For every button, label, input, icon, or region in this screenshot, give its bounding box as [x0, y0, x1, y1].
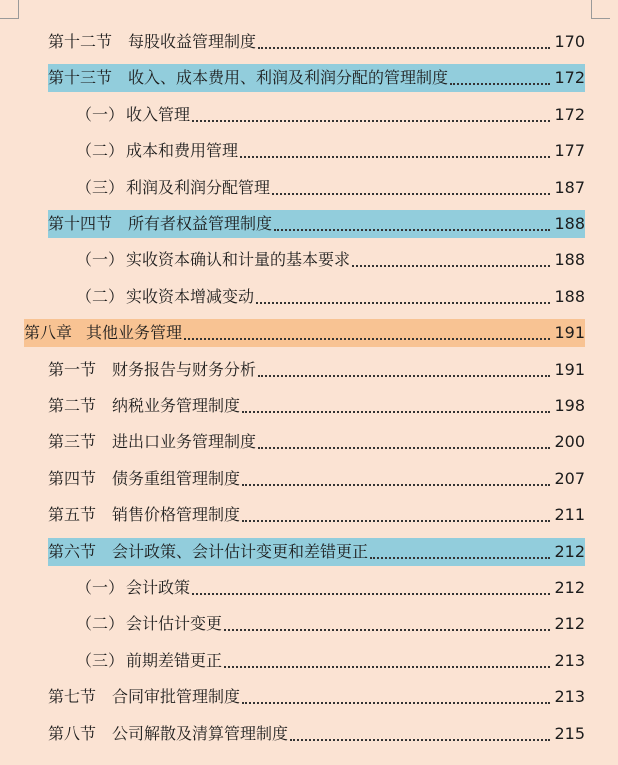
toc-entry[interactable]	[76, 647, 585, 675]
toc-entry-page: 198	[554, 396, 585, 415]
toc-entry-page: 172	[554, 68, 585, 88]
toc-entry-page: 212	[554, 578, 585, 597]
toc-entry-title: 实收资本确认和计量的基本要求	[126, 250, 351, 270]
toc-entry-title: 实收资本增减变动	[126, 286, 255, 306]
toc-entry-title: 收入、成本费用、利润及利润分配的管理制度	[128, 68, 449, 88]
toc-entry-number: （二）	[76, 141, 125, 161]
toc-entry-title: 收入管理	[126, 104, 191, 124]
toc-entry-number: 第十三节	[48, 68, 113, 88]
toc-entry-title: 纳税业务管理制度	[112, 396, 241, 415]
toc-entry-number: （三）	[76, 650, 125, 670]
toc-leader-dots	[450, 81, 550, 85]
toc-entry[interactable]	[48, 465, 585, 493]
toc-leader-dots	[258, 373, 550, 377]
toc-leader-dots	[242, 482, 550, 486]
toc-leader-dots	[242, 409, 550, 413]
toc-entry[interactable]	[76, 174, 585, 202]
toc-entry-title: 会计政策	[126, 578, 191, 597]
toc-entry-title: 利润及利润分配管理	[126, 177, 271, 197]
toc-entry-page: 215	[554, 723, 585, 743]
toc-entry-page: 188	[554, 286, 585, 306]
toc-entry[interactable]	[76, 246, 585, 274]
toc-entry-page: 188	[554, 250, 585, 270]
toc-entry-number: 第二节	[48, 396, 97, 415]
toc-entry-title: 销售价格管理制度	[112, 505, 241, 525]
toc-entry-number: （一）	[76, 104, 125, 124]
toc-entry[interactable]	[48, 64, 585, 92]
toc-entry[interactable]	[76, 101, 585, 129]
toc-entry-number: （一）	[76, 578, 125, 597]
toc-entry-page: 191	[554, 323, 585, 343]
toc-entry-number: 第四节	[48, 468, 97, 488]
toc-entry-title: 其他业务管理	[86, 323, 183, 343]
toc-entry-number: 第八章	[24, 323, 73, 343]
toc-entry-title: 公司解散及清算管理制度	[112, 723, 289, 743]
toc-entry-page: 213	[554, 650, 585, 670]
toc-entry-number: 第三节	[48, 432, 97, 452]
toc-entry-number: 第八节	[48, 723, 97, 743]
toc-leader-dots	[224, 664, 550, 668]
toc-entry-title: 会计估计变更	[126, 614, 223, 634]
toc-entry-number: （二）	[76, 286, 125, 306]
toc-entry-number: 第五节	[48, 505, 97, 525]
toc-leader-dots	[274, 227, 550, 231]
toc-entry[interactable]	[48, 356, 585, 384]
toc-entry[interactable]	[48, 538, 585, 566]
toc-entry-number: （二）	[76, 614, 125, 634]
toc-entry-title: 所有者权益管理制度	[128, 214, 273, 233]
toc-entry-page: 188	[554, 214, 585, 233]
toc-leader-dots	[352, 263, 550, 267]
toc-entry[interactable]	[24, 319, 585, 347]
crop-mark-top-left	[0, 0, 19, 19]
toc-entry[interactable]	[76, 283, 585, 311]
toc-entry-page: 187	[554, 177, 585, 197]
toc-entry-page: 172	[554, 104, 585, 124]
toc-entry[interactable]	[76, 610, 585, 638]
toc-leader-dots	[272, 191, 550, 195]
toc-entry-title: 进出口业务管理制度	[112, 432, 257, 452]
toc-leader-dots	[240, 154, 550, 158]
toc-entry-title: 合同审批管理制度	[112, 687, 241, 707]
toc-leader-dots	[224, 627, 550, 631]
toc-entry-page: 211	[554, 505, 585, 525]
toc-entry[interactable]	[48, 28, 585, 56]
toc-entry-number: 第七节	[48, 687, 97, 707]
toc-entry-title: 财务报告与财务分析	[112, 359, 257, 379]
toc-entry-number: （三）	[76, 177, 125, 197]
crop-mark-top-right	[591, 0, 610, 19]
toc-entry-number: 第一节	[48, 359, 97, 379]
toc-entry-page: 213	[554, 687, 585, 707]
toc-entry-title: 每股收益管理制度	[128, 32, 257, 51]
toc-entry-number: 第十四节	[48, 214, 113, 233]
toc-entry-page: 170	[554, 32, 585, 51]
toc-leader-dots	[290, 737, 550, 741]
toc-entry[interactable]	[48, 683, 585, 711]
toc-entry[interactable]	[48, 428, 585, 456]
toc-entry[interactable]	[48, 210, 585, 238]
toc-entry-title: 债务重组管理制度	[112, 468, 241, 488]
toc-entry-page: 212	[554, 614, 585, 634]
toc-entry-number: 第十二节	[48, 32, 113, 51]
toc-entry[interactable]	[48, 720, 585, 748]
toc-leader-dots	[192, 591, 550, 595]
toc-entry-page: 207	[554, 468, 585, 488]
toc-entry-page: 191	[554, 359, 585, 379]
toc-entry-number: （一）	[76, 250, 125, 270]
toc-leader-dots	[242, 518, 550, 522]
toc-entry-page: 212	[554, 541, 585, 561]
toc-leader-dots	[256, 300, 550, 304]
toc-entry[interactable]	[48, 392, 585, 420]
toc-entry-title: 会计政策、会计估计变更和差错更正	[112, 541, 369, 561]
toc-entry[interactable]	[76, 137, 585, 165]
toc-leader-dots	[258, 445, 550, 449]
toc-leader-dots	[370, 555, 550, 559]
toc-entry[interactable]	[76, 574, 585, 602]
toc-entry-page: 177	[554, 141, 585, 161]
toc-leader-dots	[192, 118, 550, 122]
toc-entry-page: 200	[554, 432, 585, 452]
toc-entry[interactable]	[48, 501, 585, 529]
toc-leader-dots	[242, 700, 550, 704]
toc-leader-dots	[184, 336, 550, 340]
toc-entry-title: 前期差错更正	[126, 650, 223, 670]
toc-entry-number: 第六节	[48, 541, 97, 561]
toc-entry-title: 成本和费用管理	[126, 141, 239, 161]
toc-leader-dots	[258, 45, 550, 49]
